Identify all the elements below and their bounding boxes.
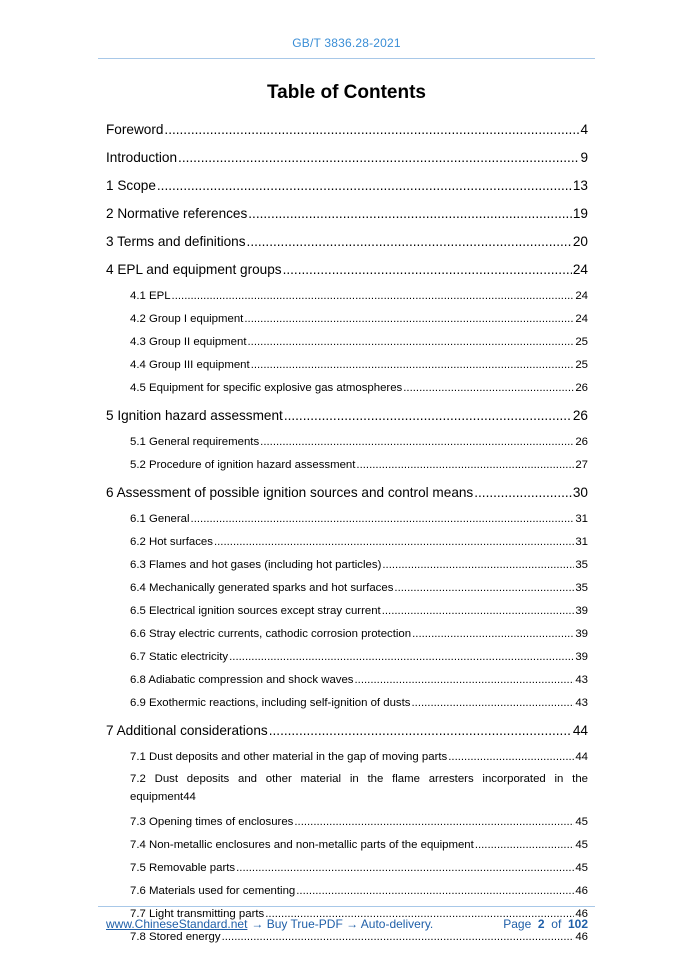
toc-entry-page: 31 xyxy=(575,536,588,548)
toc-entry-label: 4.4 Group III equipment xyxy=(130,359,250,371)
dot-leader xyxy=(474,481,572,505)
toc-entry-page: 19 xyxy=(572,206,588,221)
toc-entry-page: 39 xyxy=(575,651,588,663)
toc-entry[interactable] xyxy=(106,532,588,555)
toc-entry-label: 5.2 Procedure of ignition hazard assessment xyxy=(130,459,356,471)
toc-entry-label-continued: equipment xyxy=(130,791,184,803)
toc-entry-page: 35 xyxy=(575,559,588,571)
header-divider xyxy=(98,58,595,59)
toc-entry-label: 5 Ignition hazard assessment xyxy=(106,408,283,423)
toc-entry-label: 7.8 Stored energy xyxy=(130,931,221,943)
toc-entry-label: 6 Assessment of possible ignition sources and control means xyxy=(106,485,474,500)
toc-entry[interactable] xyxy=(106,578,588,601)
toc-entry[interactable] xyxy=(106,355,588,378)
toc-entry-label: 4 EPL and equipment groups xyxy=(106,262,282,277)
dot-leader xyxy=(247,230,572,254)
toc-entry-page: 43 xyxy=(575,674,588,686)
toc-entry-page: 20 xyxy=(572,234,588,249)
toc-entry[interactable] xyxy=(106,693,588,719)
toc-chapter-entry[interactable] xyxy=(106,202,588,230)
dot-leader xyxy=(248,202,572,226)
toc-entry-label: 4.1 EPL xyxy=(130,290,171,302)
toc-entry-page: 45 xyxy=(575,839,588,851)
toc-entry-label: 7.5 Removable parts xyxy=(130,862,236,874)
dot-leader xyxy=(164,118,579,142)
toc-entry-page: 27 xyxy=(575,459,588,471)
toc-entry-page: 4 xyxy=(580,122,588,137)
dot-leader xyxy=(191,509,575,529)
toc-entry-page: 25 xyxy=(575,359,588,371)
toc-entry-page: 9 xyxy=(580,150,588,165)
dot-leader xyxy=(248,332,575,352)
dot-leader xyxy=(382,601,575,621)
dot-leader xyxy=(214,532,574,552)
footer xyxy=(106,917,588,931)
toc-chapter-entry[interactable] xyxy=(106,118,588,146)
toc-entry[interactable] xyxy=(106,555,588,578)
toc-entry-label: Introduction xyxy=(106,150,178,165)
toc-chapter-entry[interactable] xyxy=(106,719,588,747)
toc-entry-label: 6.1 General xyxy=(130,513,190,525)
toc-entry-page: 35 xyxy=(575,582,588,594)
toc-entry-label: 4.5 Equipment for specific explosive gas atmospheres xyxy=(130,382,403,394)
toc-entry-page: 24 xyxy=(575,290,588,302)
toc-entry-page: 46 xyxy=(575,908,588,920)
toc-entry[interactable] xyxy=(106,624,588,647)
toc-entry[interactable] xyxy=(106,747,588,770)
toc-entry-page: 39 xyxy=(575,628,588,640)
dot-leader xyxy=(260,432,574,452)
toc-entry-label: 6.5 Electrical ignition sources except stray current xyxy=(130,605,381,617)
toc-entry-label: 3 Terms and definitions xyxy=(106,234,246,249)
total-page-count: 102 xyxy=(567,917,588,931)
dot-leader xyxy=(283,258,572,282)
toc-entry-label: 1 Scope xyxy=(106,178,156,193)
toc-entry-label: 5.1 General requirements xyxy=(130,436,260,448)
buy-pdf-promo: → Buy True-PDF → Auto-delivery. xyxy=(251,917,434,931)
dot-leader xyxy=(244,309,574,329)
dot-leader xyxy=(411,693,574,713)
dot-leader xyxy=(236,858,574,878)
toc-entry-page: 39 xyxy=(575,605,588,617)
toc-entry-label: 6.6 Stray electric currents, cathodic corrosion protection xyxy=(130,628,412,640)
dot-leader xyxy=(355,670,575,690)
toc-entry-page: 43 xyxy=(575,697,588,709)
dot-leader xyxy=(296,881,574,901)
website-link[interactable]: www.ChineseStandard.net xyxy=(106,917,248,931)
toc-entry[interactable] xyxy=(106,858,588,881)
footer-divider xyxy=(98,906,595,907)
toc-entry-page: 26 xyxy=(575,382,588,394)
toc-entry-label: 7 Additional considerations xyxy=(106,723,268,738)
dot-leader xyxy=(157,174,572,198)
dot-leader xyxy=(448,747,574,767)
toc-entry[interactable] xyxy=(106,286,588,309)
toc-entry-label: 4.2 Group I equipment xyxy=(130,313,244,325)
toc-entry-label: 6.4 Mechanically generated sparks and hot surfaces xyxy=(130,582,394,594)
toc-entry-page: 13 xyxy=(572,178,588,193)
toc-entry-label: 4.3 Group II equipment xyxy=(130,336,247,348)
toc-entry-label: 7.4 Non-metallic enclosures and non-metallic parts of the equipment xyxy=(130,839,474,851)
standard-number-header: GB/T 3836.28-2021 xyxy=(292,36,401,50)
dot-leader xyxy=(294,812,574,832)
dot-leader xyxy=(412,624,574,644)
toc-entry-label: 6.7 Static electricity xyxy=(130,651,229,663)
dot-leader xyxy=(229,647,574,667)
toc-entry-page: 44 xyxy=(575,751,588,763)
toc-entry[interactable] xyxy=(106,670,588,693)
toc-chapter-entry[interactable] xyxy=(106,481,588,509)
dot-leader xyxy=(172,286,575,306)
toc-entry-label: 2 Normative references xyxy=(106,206,248,221)
toc-entry-page: 45 xyxy=(575,816,588,828)
page-title: Table of Contents xyxy=(266,82,427,103)
toc-entry-label: 7.2 Dust deposits and other material in the flame arresters incorporated in the xyxy=(130,773,588,785)
toc-entry-page: 26 xyxy=(575,436,588,448)
dot-leader xyxy=(403,378,574,398)
table-of-contents xyxy=(106,118,588,953)
toc-entry-page: 24 xyxy=(572,262,588,277)
toc-entry[interactable] xyxy=(106,835,588,858)
dot-leader xyxy=(178,146,579,170)
dot-leader xyxy=(356,455,574,475)
page-prefix: Page xyxy=(503,917,532,931)
toc-chapter-entry[interactable] xyxy=(106,230,588,258)
dot-leader xyxy=(394,578,574,598)
toc-entry-label: 6.3 Flames and hot gases (including hot particles) xyxy=(130,559,382,571)
toc-entry[interactable] xyxy=(106,647,588,670)
toc-entry-page: 46 xyxy=(575,931,588,943)
toc-chapter-entry[interactable] xyxy=(106,258,588,286)
toc-entry[interactable] xyxy=(106,455,588,481)
toc-entry[interactable] xyxy=(106,770,588,812)
toc-entry[interactable] xyxy=(106,309,588,332)
toc-entry[interactable] xyxy=(106,378,588,404)
toc-entry-label: 7.3 Opening times of enclosures xyxy=(130,816,294,828)
toc-entry-label: 7.7 Light transmitting parts xyxy=(130,908,265,920)
dot-leader xyxy=(382,555,574,575)
toc-entry-label: 7.6 Materials used for cementing xyxy=(130,885,296,897)
toc-entry-label: 7.1 Dust deposits and other material in the gap of moving parts xyxy=(130,751,448,763)
toc-entry-page: 44 xyxy=(572,723,588,738)
page-indicator xyxy=(503,917,588,931)
toc-entry[interactable] xyxy=(106,509,588,532)
dot-leader xyxy=(475,835,575,855)
toc-entry-label: Foreword xyxy=(106,122,164,137)
toc-entry[interactable] xyxy=(106,601,588,624)
toc-entry-label: 6.9 Exothermic reactions, including self-ignition of dusts xyxy=(130,697,411,709)
toc-entry-label: 6.2 Hot surfaces xyxy=(130,536,213,548)
toc-entry-page: 30 xyxy=(572,485,588,500)
toc-entry-page: 46 xyxy=(575,885,588,897)
toc-entry[interactable] xyxy=(106,812,588,835)
toc-entry-page: 26 xyxy=(572,408,588,423)
toc-entry[interactable] xyxy=(106,432,588,455)
toc-entry-page: 31 xyxy=(575,513,588,525)
toc-entry-page: 45 xyxy=(575,862,588,874)
toc-entry-page: 44 xyxy=(183,791,196,803)
dot-leader xyxy=(251,355,575,375)
toc-entry-page: 24 xyxy=(575,313,588,325)
toc-entry[interactable] xyxy=(106,332,588,355)
toc-chapter-entry[interactable] xyxy=(106,174,588,202)
toc-entry-label: 6.8 Adiabatic compression and shock waves xyxy=(130,674,354,686)
toc-entry-page: 25 xyxy=(575,336,588,348)
toc-chapter-entry[interactable] xyxy=(106,404,588,432)
toc-chapter-entry[interactable] xyxy=(106,146,588,174)
dot-leader xyxy=(284,404,572,428)
page-of: of xyxy=(551,917,562,931)
toc-entry[interactable] xyxy=(106,881,588,904)
current-page-number: 2 xyxy=(537,917,545,931)
dot-leader xyxy=(269,719,572,743)
